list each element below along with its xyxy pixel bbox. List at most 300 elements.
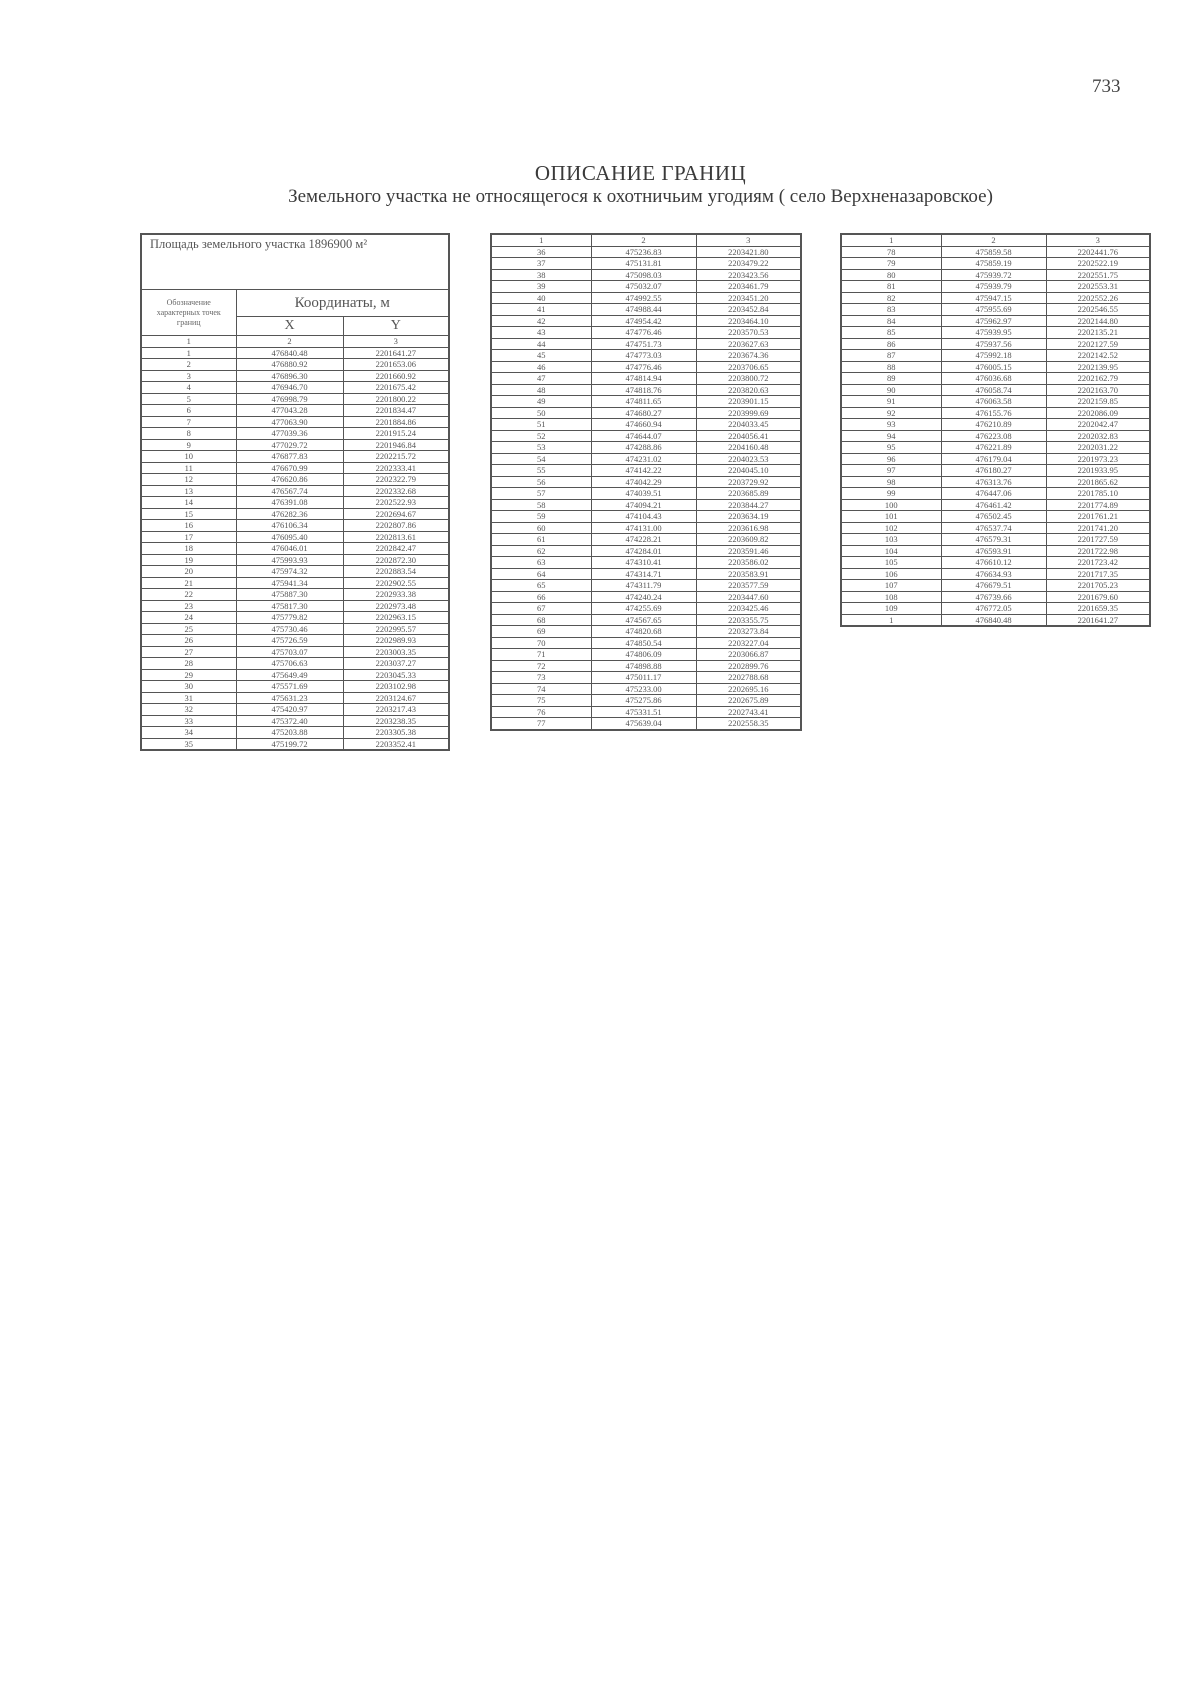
y-coordinate-cell: 2202135.21 [1046,327,1150,339]
table-row [491,591,801,603]
y-coordinate-cell: 2203627.63 [696,338,801,350]
x-coordinate-cell: 474310.41 [591,557,696,569]
x-coordinate-cell: 474240.24 [591,591,696,603]
point-number-cell: 89 [841,373,941,385]
y-coordinate-cell: 2203305.38 [343,727,449,739]
point-number-cell: 41 [491,304,591,316]
y-coordinate-cell: 2203452.84 [696,304,801,316]
table-row [491,499,801,511]
y-coordinate-cell: 2202139.95 [1046,361,1150,373]
y-coordinate-cell: 2203423.56 [696,269,801,281]
x-coordinate-cell: 476063.58 [941,396,1046,408]
table-row [141,382,449,394]
x-coordinate-cell: 475859.19 [941,258,1046,270]
table-row [141,451,449,463]
y-coordinate-cell: 2202546.55 [1046,304,1150,316]
point-number-cell: 1 [841,614,941,626]
x-coordinate-cell: 474850.54 [591,637,696,649]
point-number-cell: 50 [491,407,591,419]
y-coordinate-cell: 2203464.10 [696,315,801,327]
y-coordinate-cell: 2201717.35 [1046,568,1150,580]
y-coordinate-cell: 2203238.35 [343,715,449,727]
table-row [841,545,1150,557]
y-coordinate-cell: 2202675.89 [696,695,801,707]
point-number-cell: 58 [491,499,591,511]
point-number-cell: 86 [841,338,941,350]
table-row [141,715,449,727]
table-row [841,304,1150,316]
table-row [491,683,801,695]
x-coordinate-cell: 476036.68 [941,373,1046,385]
table-row [841,361,1150,373]
x-coordinate-cell: 475203.88 [236,727,343,739]
table-row [491,557,801,569]
column-number-cell: 2 [591,234,696,246]
x-coordinate-cell: 474288.86 [591,442,696,454]
coordinates-table-3 [840,233,1151,627]
table-row [141,462,449,474]
x-coordinate-cell: 475331.51 [591,706,696,718]
table-row [841,534,1150,546]
x-coordinate-cell: 477029.72 [236,439,343,451]
y-coordinate-cell: 2201727.59 [1046,534,1150,546]
column-number-row [141,336,449,348]
table-row [491,384,801,396]
point-number-cell: 99 [841,488,941,500]
coordinates-table-1 [140,233,450,751]
y-coordinate-cell: 2202788.68 [696,672,801,684]
table-row [491,660,801,672]
coordinates-table-2 [490,233,802,731]
y-coordinate-cell: 2202842.47 [343,543,449,555]
y-coordinate-cell: 2202551.75 [1046,269,1150,281]
x-coordinate-cell: 476106.34 [236,520,343,532]
table-row [141,508,449,520]
x-coordinate-cell: 475993.93 [236,554,343,566]
table-row [141,669,449,681]
y-coordinate-cell: 2203037.27 [343,658,449,670]
point-number-cell: 13 [141,485,236,497]
point-number-cell: 78 [841,246,941,258]
y-coordinate-cell: 2203479.22 [696,258,801,270]
point-number-cell: 15 [141,508,236,520]
table-row [141,681,449,693]
column-number-cell: 1 [491,234,591,246]
y-coordinate-cell: 2202933.38 [343,589,449,601]
x-coordinate-cell: 476772.05 [941,603,1046,615]
point-number-cell: 51 [491,419,591,431]
table-row [491,580,801,592]
point-number-cell: 70 [491,637,591,649]
x-coordinate-cell: 475703.07 [236,646,343,658]
y-coordinate-cell: 2203800.72 [696,373,801,385]
x-coordinate-cell: 475974.32 [236,566,343,578]
table-row [841,246,1150,258]
y-coordinate-cell: 2202086.09 [1046,407,1150,419]
table-row [491,695,801,707]
x-coordinate-cell: 474255.69 [591,603,696,615]
y-coordinate-cell: 2202973.48 [343,600,449,612]
table-row [141,738,449,750]
y-coordinate-cell: 2203999.69 [696,407,801,419]
table-row [491,281,801,293]
x-coordinate-cell: 476223.08 [941,430,1046,442]
table-row [491,442,801,454]
point-number-cell: 44 [491,338,591,350]
x-coordinate-cell: 475032.07 [591,281,696,293]
y-coordinate-cell: 2202552.26 [1046,292,1150,304]
table-row [841,269,1150,281]
table-row [491,350,801,362]
point-number-cell: 35 [141,738,236,750]
x-coordinate-cell: 474284.01 [591,545,696,557]
table-row [141,474,449,486]
point-number-cell: 57 [491,488,591,500]
x-header: X [236,317,343,336]
table-row [141,393,449,405]
table-row [141,485,449,497]
y-coordinate-cell: 2203685.89 [696,488,801,500]
x-coordinate-cell: 476046.01 [236,543,343,555]
y-coordinate-cell: 2202899.76 [696,660,801,672]
table-row [491,614,801,626]
y-coordinate-cell: 2203609.82 [696,534,801,546]
table-row [491,246,801,258]
x-coordinate-cell: 474314.71 [591,568,696,580]
point-number-cell: 38 [491,269,591,281]
table-row [141,428,449,440]
point-number-cell: 97 [841,465,941,477]
table-row [841,419,1150,431]
table-row [841,315,1150,327]
point-number-cell: 19 [141,554,236,566]
x-coordinate-cell: 476282.36 [236,508,343,520]
x-coordinate-cell: 476221.89 [941,442,1046,454]
y-coordinate-cell: 2203273.84 [696,626,801,638]
x-coordinate-cell: 474988.44 [591,304,696,316]
y-coordinate-cell: 2203217.43 [343,704,449,716]
x-coordinate-cell: 477063.90 [236,416,343,428]
point-number-cell: 105 [841,557,941,569]
table-row [491,476,801,488]
table-row [141,658,449,670]
x-coordinate-cell: 475726.59 [236,635,343,647]
x-coordinate-cell: 476840.48 [941,614,1046,626]
x-coordinate-cell: 477039.36 [236,428,343,440]
point-number-cell: 48 [491,384,591,396]
point-number-cell: 59 [491,511,591,523]
table-row [841,258,1150,270]
y-coordinate-cell: 2203003.35 [343,646,449,658]
x-coordinate-cell: 476840.48 [236,347,343,359]
point-number-cell: 64 [491,568,591,580]
point-number-cell: 56 [491,476,591,488]
point-number-cell: 2 [141,359,236,371]
y-coordinate-cell: 2202558.35 [696,718,801,730]
x-coordinate-cell: 474094.21 [591,499,696,511]
x-coordinate-cell: 474814.94 [591,373,696,385]
point-number-cell: 12 [141,474,236,486]
table-row [841,465,1150,477]
y-coordinate-cell: 2202883.54 [343,566,449,578]
table-row [141,589,449,601]
point-number-cell: 62 [491,545,591,557]
x-coordinate-cell: 475817.30 [236,600,343,612]
page-number: 733 [1092,76,1121,97]
table-row [491,534,801,546]
y-coordinate-cell: 2201973.23 [1046,453,1150,465]
y-coordinate-cell: 2201723.42 [1046,557,1150,569]
x-coordinate-cell: 476155.76 [941,407,1046,419]
y-coordinate-cell: 2202807.86 [343,520,449,532]
column-number-cell: 1 [841,234,941,246]
point-number-cell: 67 [491,603,591,615]
table-row [141,531,449,543]
point-number-cell: 109 [841,603,941,615]
point-number-cell: 95 [841,442,941,454]
y-coordinate-cell: 2203425.46 [696,603,801,615]
table-row [491,269,801,281]
table-row [141,543,449,555]
column-number-cell: 2 [941,234,1046,246]
point-number-cell: 22 [141,589,236,601]
point-number-cell: 98 [841,476,941,488]
point-number-cell: 45 [491,350,591,362]
x-coordinate-cell: 475962.97 [941,315,1046,327]
point-number-cell: 55 [491,465,591,477]
table-row [141,370,449,382]
point-number-cell: 29 [141,669,236,681]
point-number-cell: 54 [491,453,591,465]
column-number-cell: 3 [1046,234,1150,246]
x-coordinate-cell: 474776.46 [591,361,696,373]
table-row [841,373,1150,385]
x-coordinate-cell: 475939.95 [941,327,1046,339]
point-number-cell: 87 [841,350,941,362]
x-coordinate-cell: 477043.28 [236,405,343,417]
y-coordinate-cell: 2202142.52 [1046,350,1150,362]
table-row [141,635,449,647]
x-coordinate-cell: 474104.43 [591,511,696,523]
table-row [491,718,801,730]
x-coordinate-cell: 475631.23 [236,692,343,704]
y-coordinate-cell: 2202163.70 [1046,384,1150,396]
point-number-cell: 7 [141,416,236,428]
area-label: Площадь земельного участка 1896900 м² [141,234,449,290]
point-number-cell: 52 [491,430,591,442]
x-coordinate-cell: 474644.07 [591,430,696,442]
y-header: Y [343,317,449,336]
y-coordinate-cell: 2203583.91 [696,568,801,580]
table-row [141,600,449,612]
x-coordinate-cell: 474660.94 [591,419,696,431]
y-coordinate-cell: 2203586.02 [696,557,801,569]
table-row [491,315,801,327]
y-coordinate-cell: 2204160.48 [696,442,801,454]
point-number-cell: 100 [841,499,941,511]
y-coordinate-cell: 2201675.42 [343,382,449,394]
x-coordinate-cell: 476502.45 [941,511,1046,523]
table-row [491,603,801,615]
x-coordinate-cell: 476670.99 [236,462,343,474]
x-coordinate-cell: 476620.86 [236,474,343,486]
point-number-cell: 69 [491,626,591,638]
point-number-cell: 25 [141,623,236,635]
x-coordinate-cell: 474231.02 [591,453,696,465]
x-coordinate-cell: 474806.09 [591,649,696,661]
column-number-cell: 1 [141,336,236,348]
y-coordinate-cell: 2202162.79 [1046,373,1150,385]
x-coordinate-cell: 474992.55 [591,292,696,304]
point-number-cell: 103 [841,534,941,546]
point-number-cell: 73 [491,672,591,684]
y-coordinate-cell: 2201946.84 [343,439,449,451]
x-coordinate-cell: 475779.82 [236,612,343,624]
table-row [141,566,449,578]
point-number-cell: 82 [841,292,941,304]
x-coordinate-cell: 474680.27 [591,407,696,419]
x-coordinate-cell: 475955.69 [941,304,1046,316]
point-number-cell: 34 [141,727,236,739]
x-coordinate-cell: 475639.04 [591,718,696,730]
y-coordinate-cell: 2203447.60 [696,591,801,603]
x-coordinate-cell: 476095.40 [236,531,343,543]
table-row [141,416,449,428]
x-coordinate-cell: 476567.74 [236,485,343,497]
x-coordinate-cell: 475937.56 [941,338,1046,350]
table-row [841,338,1150,350]
y-coordinate-cell: 2202522.19 [1046,258,1150,270]
point-number-cell: 26 [141,635,236,647]
x-coordinate-cell: 475941.34 [236,577,343,589]
x-coordinate-cell: 475131.81 [591,258,696,270]
x-coordinate-cell: 475011.17 [591,672,696,684]
x-coordinate-cell: 476537.74 [941,522,1046,534]
table-row [841,281,1150,293]
table-row [491,649,801,661]
y-coordinate-cell: 2203570.53 [696,327,801,339]
point-number-cell: 65 [491,580,591,592]
y-coordinate-cell: 2202813.61 [343,531,449,543]
point-number-cell: 32 [141,704,236,716]
point-number-cell: 37 [491,258,591,270]
y-coordinate-cell: 2202159.85 [1046,396,1150,408]
table-row [491,488,801,500]
x-coordinate-cell: 474567.65 [591,614,696,626]
y-coordinate-cell: 2202215.72 [343,451,449,463]
point-number-cell: 74 [491,683,591,695]
table-row [841,442,1150,454]
x-coordinate-cell: 475372.40 [236,715,343,727]
point-number-cell: 47 [491,373,591,385]
table-row [841,614,1150,626]
y-coordinate-cell: 2204056.41 [696,430,801,442]
x-coordinate-cell: 475939.79 [941,281,1046,293]
x-coordinate-cell: 474773.03 [591,350,696,362]
y-coordinate-cell: 2201722.98 [1046,545,1150,557]
y-coordinate-cell: 2203634.19 [696,511,801,523]
y-coordinate-cell: 2201641.27 [1046,614,1150,626]
point-number-cell: 79 [841,258,941,270]
x-coordinate-cell: 474776.46 [591,327,696,339]
point-number-cell: 66 [491,591,591,603]
y-coordinate-cell: 2202522.93 [343,497,449,509]
y-coordinate-cell: 2203820.63 [696,384,801,396]
y-coordinate-cell: 2203355.75 [696,614,801,626]
table-row [491,465,801,477]
x-coordinate-cell: 474311.79 [591,580,696,592]
x-coordinate-cell: 476180.27 [941,465,1046,477]
y-coordinate-cell: 2202872.30 [343,554,449,566]
point-number-cell: 23 [141,600,236,612]
x-coordinate-cell: 476880.92 [236,359,343,371]
x-coordinate-cell: 475947.15 [941,292,1046,304]
y-coordinate-cell: 2203421.80 [696,246,801,258]
x-coordinate-cell: 475420.97 [236,704,343,716]
column-number-cell: 2 [236,336,343,348]
point-number-cell: 42 [491,315,591,327]
point-number-cell: 8 [141,428,236,440]
table-row [841,350,1150,362]
table-row [841,488,1150,500]
column-number-cell: 3 [696,234,801,246]
table-row [141,405,449,417]
x-coordinate-cell: 474039.51 [591,488,696,500]
point-number-cell: 91 [841,396,941,408]
y-coordinate-cell: 2202322.79 [343,474,449,486]
x-coordinate-cell: 476739.66 [941,591,1046,603]
y-coordinate-cell: 2203674.36 [696,350,801,362]
point-number-cell: 76 [491,706,591,718]
point-number-cell: 68 [491,614,591,626]
point-number-cell: 108 [841,591,941,603]
point-number-cell: 11 [141,462,236,474]
y-coordinate-cell: 2202333.41 [343,462,449,474]
point-number-cell: 94 [841,430,941,442]
y-coordinate-cell: 2203102.98 [343,681,449,693]
table-row [841,591,1150,603]
table-row [841,384,1150,396]
table-row [491,304,801,316]
table-row [491,522,801,534]
point-number-cell: 43 [491,327,591,339]
x-coordinate-cell: 476391.08 [236,497,343,509]
x-coordinate-cell: 476058.74 [941,384,1046,396]
x-coordinate-cell: 475571.69 [236,681,343,693]
table-row [841,476,1150,488]
point-number-cell: 33 [141,715,236,727]
point-number-cell: 81 [841,281,941,293]
y-coordinate-cell: 2202743.41 [696,706,801,718]
point-number-cell: 92 [841,407,941,419]
table-row [491,396,801,408]
y-coordinate-cell: 2201785.10 [1046,488,1150,500]
point-number-cell: 36 [491,246,591,258]
y-coordinate-cell: 2203461.79 [696,281,801,293]
point-number-cell: 80 [841,269,941,281]
x-coordinate-cell: 475730.46 [236,623,343,635]
table-row [491,361,801,373]
point-number-cell: 49 [491,396,591,408]
y-coordinate-cell: 2202127.59 [1046,338,1150,350]
y-coordinate-cell: 2202695.16 [696,683,801,695]
y-coordinate-cell: 2203616.98 [696,522,801,534]
x-coordinate-cell: 474811.65 [591,396,696,408]
point-number-cell: 63 [491,557,591,569]
point-number-cell: 17 [141,531,236,543]
point-number-cell: 14 [141,497,236,509]
y-coordinate-cell: 2201660.92 [343,370,449,382]
